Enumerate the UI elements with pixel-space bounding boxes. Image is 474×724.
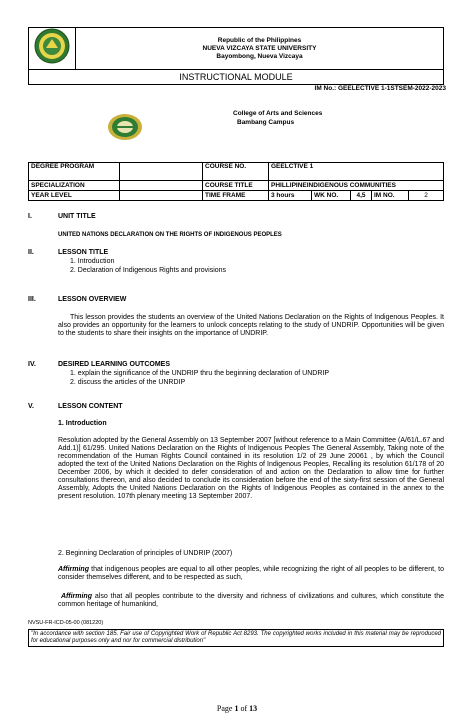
page-word: Page xyxy=(216,704,233,713)
specialization-value xyxy=(120,181,203,191)
unit-title-text: UNITED NATIONS DECLARATION ON THE RIGHTS OF INDIGENOUS PEOPLES xyxy=(58,232,282,238)
college-name: College of Arts and Sciences xyxy=(233,110,323,117)
course-info-table xyxy=(28,162,444,201)
section-4-number: IV. xyxy=(28,361,36,368)
lesson-overview-text: This lesson provides the students an overview of the United Nations Declaration on the Rights of Indigenous Peoples. It also provides an opportunity for the learners to unlock concepts relating to the study of UNDRIP. Opportunities will be given to the students to share their insights on the importance of UNDRIP. xyxy=(58,314,444,337)
page-of: of xyxy=(240,704,248,713)
course-no-label: COURSE NO. xyxy=(203,163,269,181)
affirming-word: Affirming xyxy=(61,593,92,600)
university-seal-icon xyxy=(34,28,70,64)
time-frame-value: 3 hours xyxy=(269,191,312,201)
affirming-text: that indigenous peoples are equal to all other peoples, while recognizing the right of all peoples to be different, to consider themselves different, and to be respected as such, xyxy=(58,566,444,581)
specialization-label: SPECIALIZATION xyxy=(29,181,120,191)
copyright-notice-box xyxy=(28,629,444,647)
section-5-number: V. xyxy=(28,403,34,410)
module-title: INSTRUCTIONAL MODULE xyxy=(29,70,444,85)
lesson-title-item: 1. Introduction xyxy=(70,258,115,265)
learning-outcome-item: 2. discuss the articles of the UNRDIP xyxy=(70,379,186,386)
republic-line: Republic of the Philippines xyxy=(217,36,302,44)
affirming-word: Affirming xyxy=(58,566,89,573)
affirming-text: also that all peoples contribute to the diversity and richness of civilizations and cultures, which constitute the common heritage of humankind, xyxy=(58,593,444,608)
section-1-number: I. xyxy=(28,213,32,220)
affirming-paragraph-1 xyxy=(58,566,444,582)
year-level-value xyxy=(120,191,203,201)
course-title-value: PHILLIPINEINDIGENOUS COMMUNITIES xyxy=(269,181,444,191)
course-no-value: GEELCTIVE 1 xyxy=(269,163,444,181)
wk-no-value: 4,5 xyxy=(351,191,372,201)
lesson-title-item: 2. Declaration of Indigenous Rights and provisions xyxy=(70,267,227,274)
form-code: NVSU-FR-ICD-05-00 (081220) xyxy=(28,620,104,626)
page-number xyxy=(0,704,474,713)
im-number: IM No.: GEELECTIVE 1-1STSEM-2022-2023 xyxy=(314,85,446,92)
college-logo-icon xyxy=(107,113,143,141)
learning-outcome-item: 1. explain the significance of the UNDRIP thru the beginning declaration of UNDRIP xyxy=(70,370,330,377)
section-1-title: UNIT TITLE xyxy=(58,213,96,220)
degree-program-value xyxy=(120,163,203,181)
page-total: 13 xyxy=(249,704,258,713)
section-2-title: LESSON TITLE xyxy=(58,249,109,256)
im-no-label: IM NO. xyxy=(372,191,409,201)
header-table xyxy=(28,27,444,85)
wk-no-label: WK NO. xyxy=(312,191,351,201)
year-level-label: YEAR LEVEL xyxy=(29,191,120,201)
section-4-title: DESIRED LEARNING OUTCOMES xyxy=(58,361,171,368)
section-2-number: II. xyxy=(28,249,34,256)
degree-program-label: DEGREE PROGRAM xyxy=(29,163,120,181)
university-logo-cell xyxy=(29,28,76,70)
affirming-paragraph-2 xyxy=(58,593,444,609)
course-title-label: COURSE TITLE xyxy=(203,181,269,191)
university-name: NUEVA VIZCAYA STATE UNIVERSITY xyxy=(202,44,317,52)
university-title-cell xyxy=(76,28,444,70)
campus-name: Bambang Campus xyxy=(237,119,295,126)
im-no-value: 2 xyxy=(409,191,444,201)
section-3-number: III. xyxy=(28,296,36,303)
time-frame-label: TIME FRAME xyxy=(203,191,269,201)
introduction-heading: 1. Introduction xyxy=(58,420,107,427)
university-address: Bayombong, Nueva Vizcaya xyxy=(216,52,303,60)
copyright-notice: "In accordance with section 185. Fair use of Copyrighted Work of Republic Act 8293. The copyrighted works included in this material may be reproduced for educational purposes only and nor for commercial distribution" xyxy=(28,629,444,647)
declaration-heading: 2. Beginning Declaration of principles of UNDRIP (2007) xyxy=(58,550,233,557)
page-current: 1 xyxy=(234,704,239,713)
section-5-title: LESSON CONTENT xyxy=(58,403,123,410)
section-3-title: LESSON OVERVIEW xyxy=(58,296,127,303)
introduction-paragraph: Resolution adopted by the General Assembly on 13 September 2007 [without reference to a Main Committee (A/61/L.67 and Add.1)] 61/295. United Nations Declaration on the Rights of Indigenous Peoples The General Assembly, Taking note of the recommendation of the Human Rights Council contained in its resolution 1/2 of 29 June 20061 , by which the Council adopted the text of the United Nations Declaration on the Rights of Indigenous Peoples, Recalling its resolution 61/178 of 20 December 2006, by which it decided to defer consideration of and action on the Declaration to allow time for further consultations thereon, and also decided to conclude its consideration before the end of the sixty-first session of the General Assembly, Adopts the United Nations Declaration on the Rights of Indigenous Peoples as contained in the annex to the present resolution. 107th plenary meeting 13 September 2007. xyxy=(58,437,444,500)
